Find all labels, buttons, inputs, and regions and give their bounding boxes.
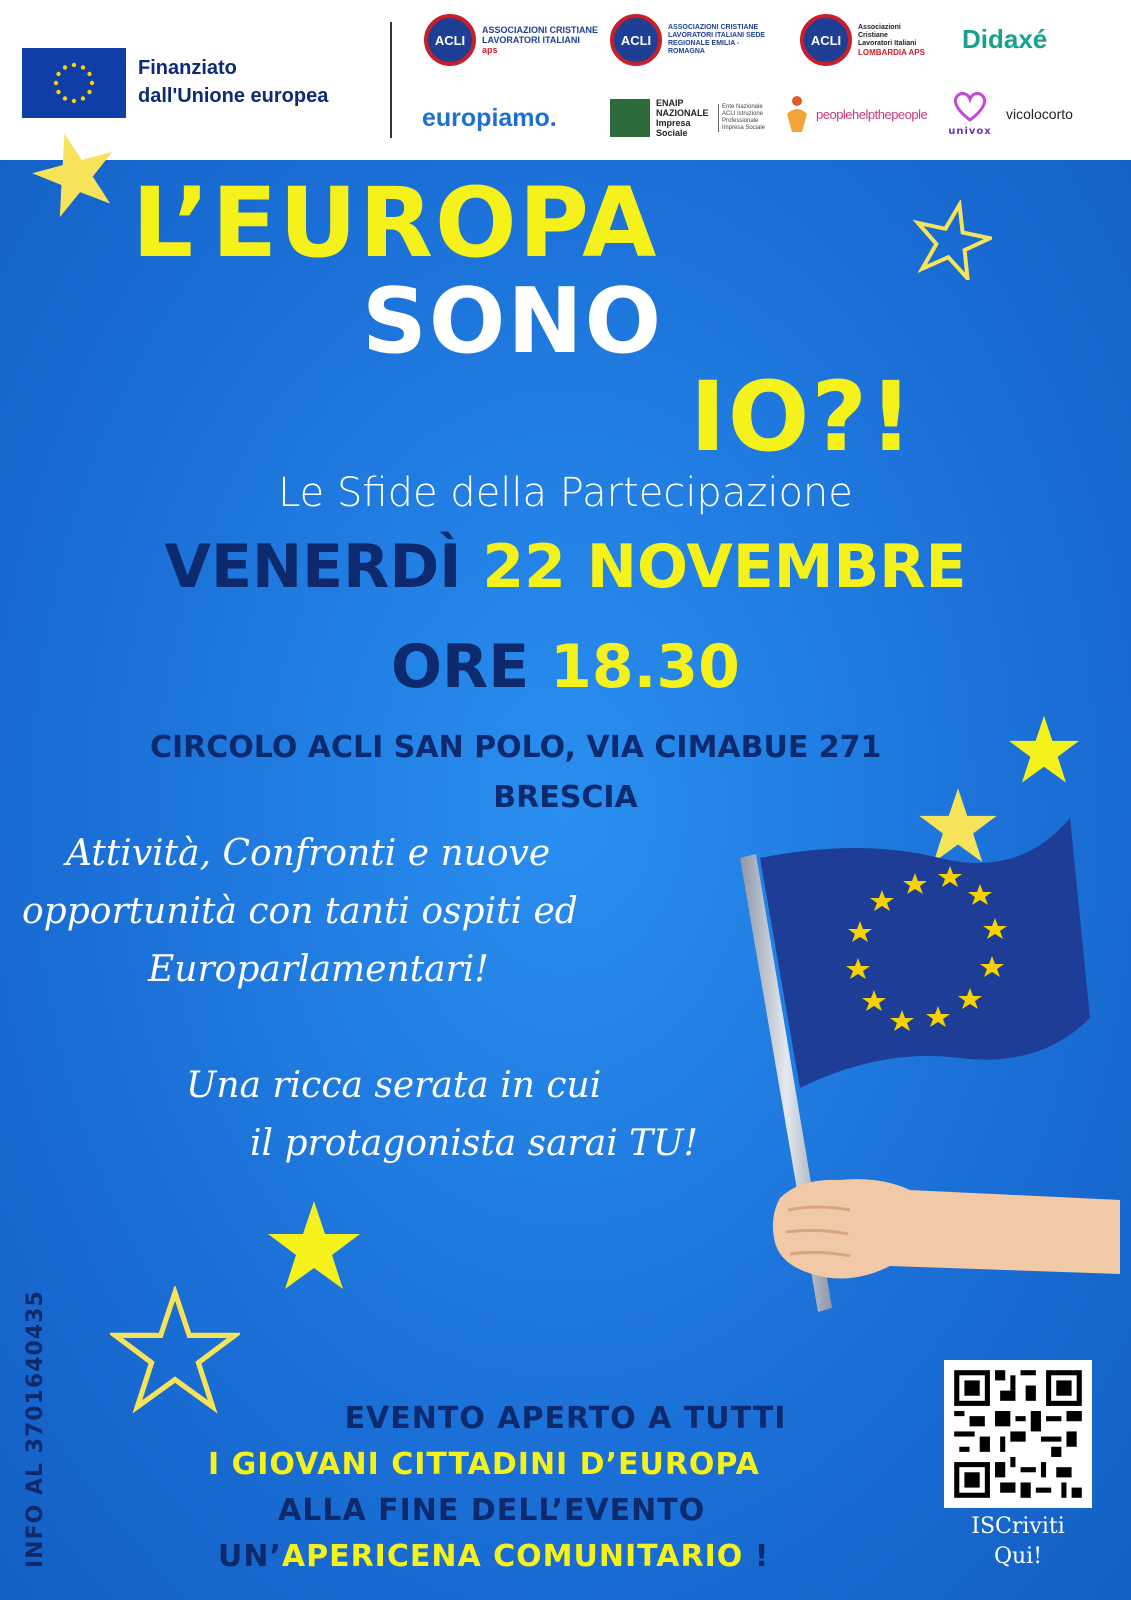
acli-emilia-logo	[610, 14, 778, 66]
star-outline-icon	[110, 1286, 240, 1416]
title-line-3: IO?!	[690, 361, 915, 473]
star-icon	[264, 1196, 364, 1296]
peoplehelpthepeople-text: peoplehelpthepeople	[816, 106, 928, 122]
acli-badge-icon: ACLI	[424, 14, 476, 66]
star-outline-icon	[912, 200, 992, 280]
enaip-logo	[610, 98, 772, 138]
univox-heart-icon	[950, 90, 990, 122]
venue-address: CIRCOLO ACLI SAN POLO, VIA CIMABUE 271	[150, 730, 882, 765]
acli-emilia-text: ASSOCIAZIONI CRISTIANE LAVORATORI ITALIANI SEDE REGIONALE EMILIA - ROMAGNA	[668, 24, 766, 55]
footer-line-4	[218, 1538, 769, 1576]
date-weekday: VENERDÌ	[164, 532, 462, 602]
qr-caption-line-1: ISCriviti	[971, 1514, 1065, 1539]
star-icon	[30, 128, 120, 218]
funded-line-2: dall'Unione europea	[138, 85, 329, 107]
description-line-2: opportunità con tanti ospiti ed	[22, 891, 578, 932]
footer-line-4-prefix: UN’	[218, 1539, 282, 1574]
description-line-5: il protagonista sarai TU!	[250, 1123, 698, 1164]
qr-caption	[944, 1512, 1092, 1572]
logo-header	[0, 0, 1131, 160]
date-day-month: 22 NOVEMBRE	[482, 532, 967, 602]
acli-lombardia-text: Associazioni Cristiane Lavoratori Italiani	[858, 23, 917, 47]
people-figure-icon	[784, 94, 810, 134]
peoplehelpthepeople-logo	[784, 94, 927, 134]
footer-line-1: EVENTO APERTO A TUTTI	[344, 1401, 787, 1436]
footer-line-4-suffix: !	[743, 1539, 770, 1574]
footer-line-2: I GIOVANI CITTADINI D’EUROPA	[208, 1447, 760, 1482]
time-label: ORE	[391, 632, 530, 702]
event-date	[0, 532, 1131, 602]
acli-logo-sub: aps	[482, 45, 498, 55]
enaip-logo-sub: Ente Nazionale ACLI Istruzione Professionale Impresa Sociale	[718, 104, 772, 132]
enaip-mark-icon	[610, 99, 650, 137]
subtitle: Le Sfide della Partecipazione	[278, 470, 853, 516]
time-value: 18.30	[550, 632, 740, 702]
acli-lombardia-logo	[800, 14, 925, 66]
enaip-logo-text: ENAIP NAZIONALE Impresa Sociale	[656, 98, 709, 138]
event-time	[0, 632, 1131, 702]
acli-badge-icon: ACLI	[610, 14, 662, 66]
info-phone: INFO AL 3701640435	[23, 1290, 48, 1568]
univox-logo	[940, 90, 1000, 137]
title-line-2: SONO	[362, 269, 664, 374]
eu-flag-icon	[22, 48, 126, 118]
acli-logo-text: ASSOCIAZIONI CRISTIANE LAVORATORI ITALIANI	[482, 25, 599, 45]
title-line-1: L’EUROPA	[132, 167, 659, 279]
qr-caption-line-2: Qui!	[993, 1544, 1043, 1569]
funded-line-1: Finanziato	[138, 57, 237, 79]
vicolocorto-logo: vicolocorto	[1006, 106, 1073, 122]
description-line-4: Una ricca serata in cui	[186, 1065, 602, 1106]
univox-text: univox	[948, 126, 992, 137]
acli-logo	[424, 14, 612, 66]
acli-badge-icon: ACLI	[800, 14, 852, 66]
description-line-3: Europarlamentari!	[148, 949, 489, 990]
acli-lombardia-sub: LOMBARDIA APS	[858, 47, 925, 57]
footer-line-3: ALLA FINE DELL’EVENTO	[278, 1493, 706, 1528]
eu-flag-hand-illustration	[740, 818, 1120, 1338]
header-divider	[390, 22, 392, 138]
venue-city: BRESCIA	[493, 780, 638, 815]
description-line-1: Attività, Confronti e nuove	[66, 833, 551, 874]
star-icon	[1006, 712, 1082, 788]
europiamo-logo: europiamo.	[422, 104, 557, 132]
footer-line-4-highlight: APERICENA COMUNITARIO	[281, 1539, 744, 1574]
funded-label	[138, 54, 328, 110]
didaxe-logo: Didaxé	[962, 24, 1048, 54]
